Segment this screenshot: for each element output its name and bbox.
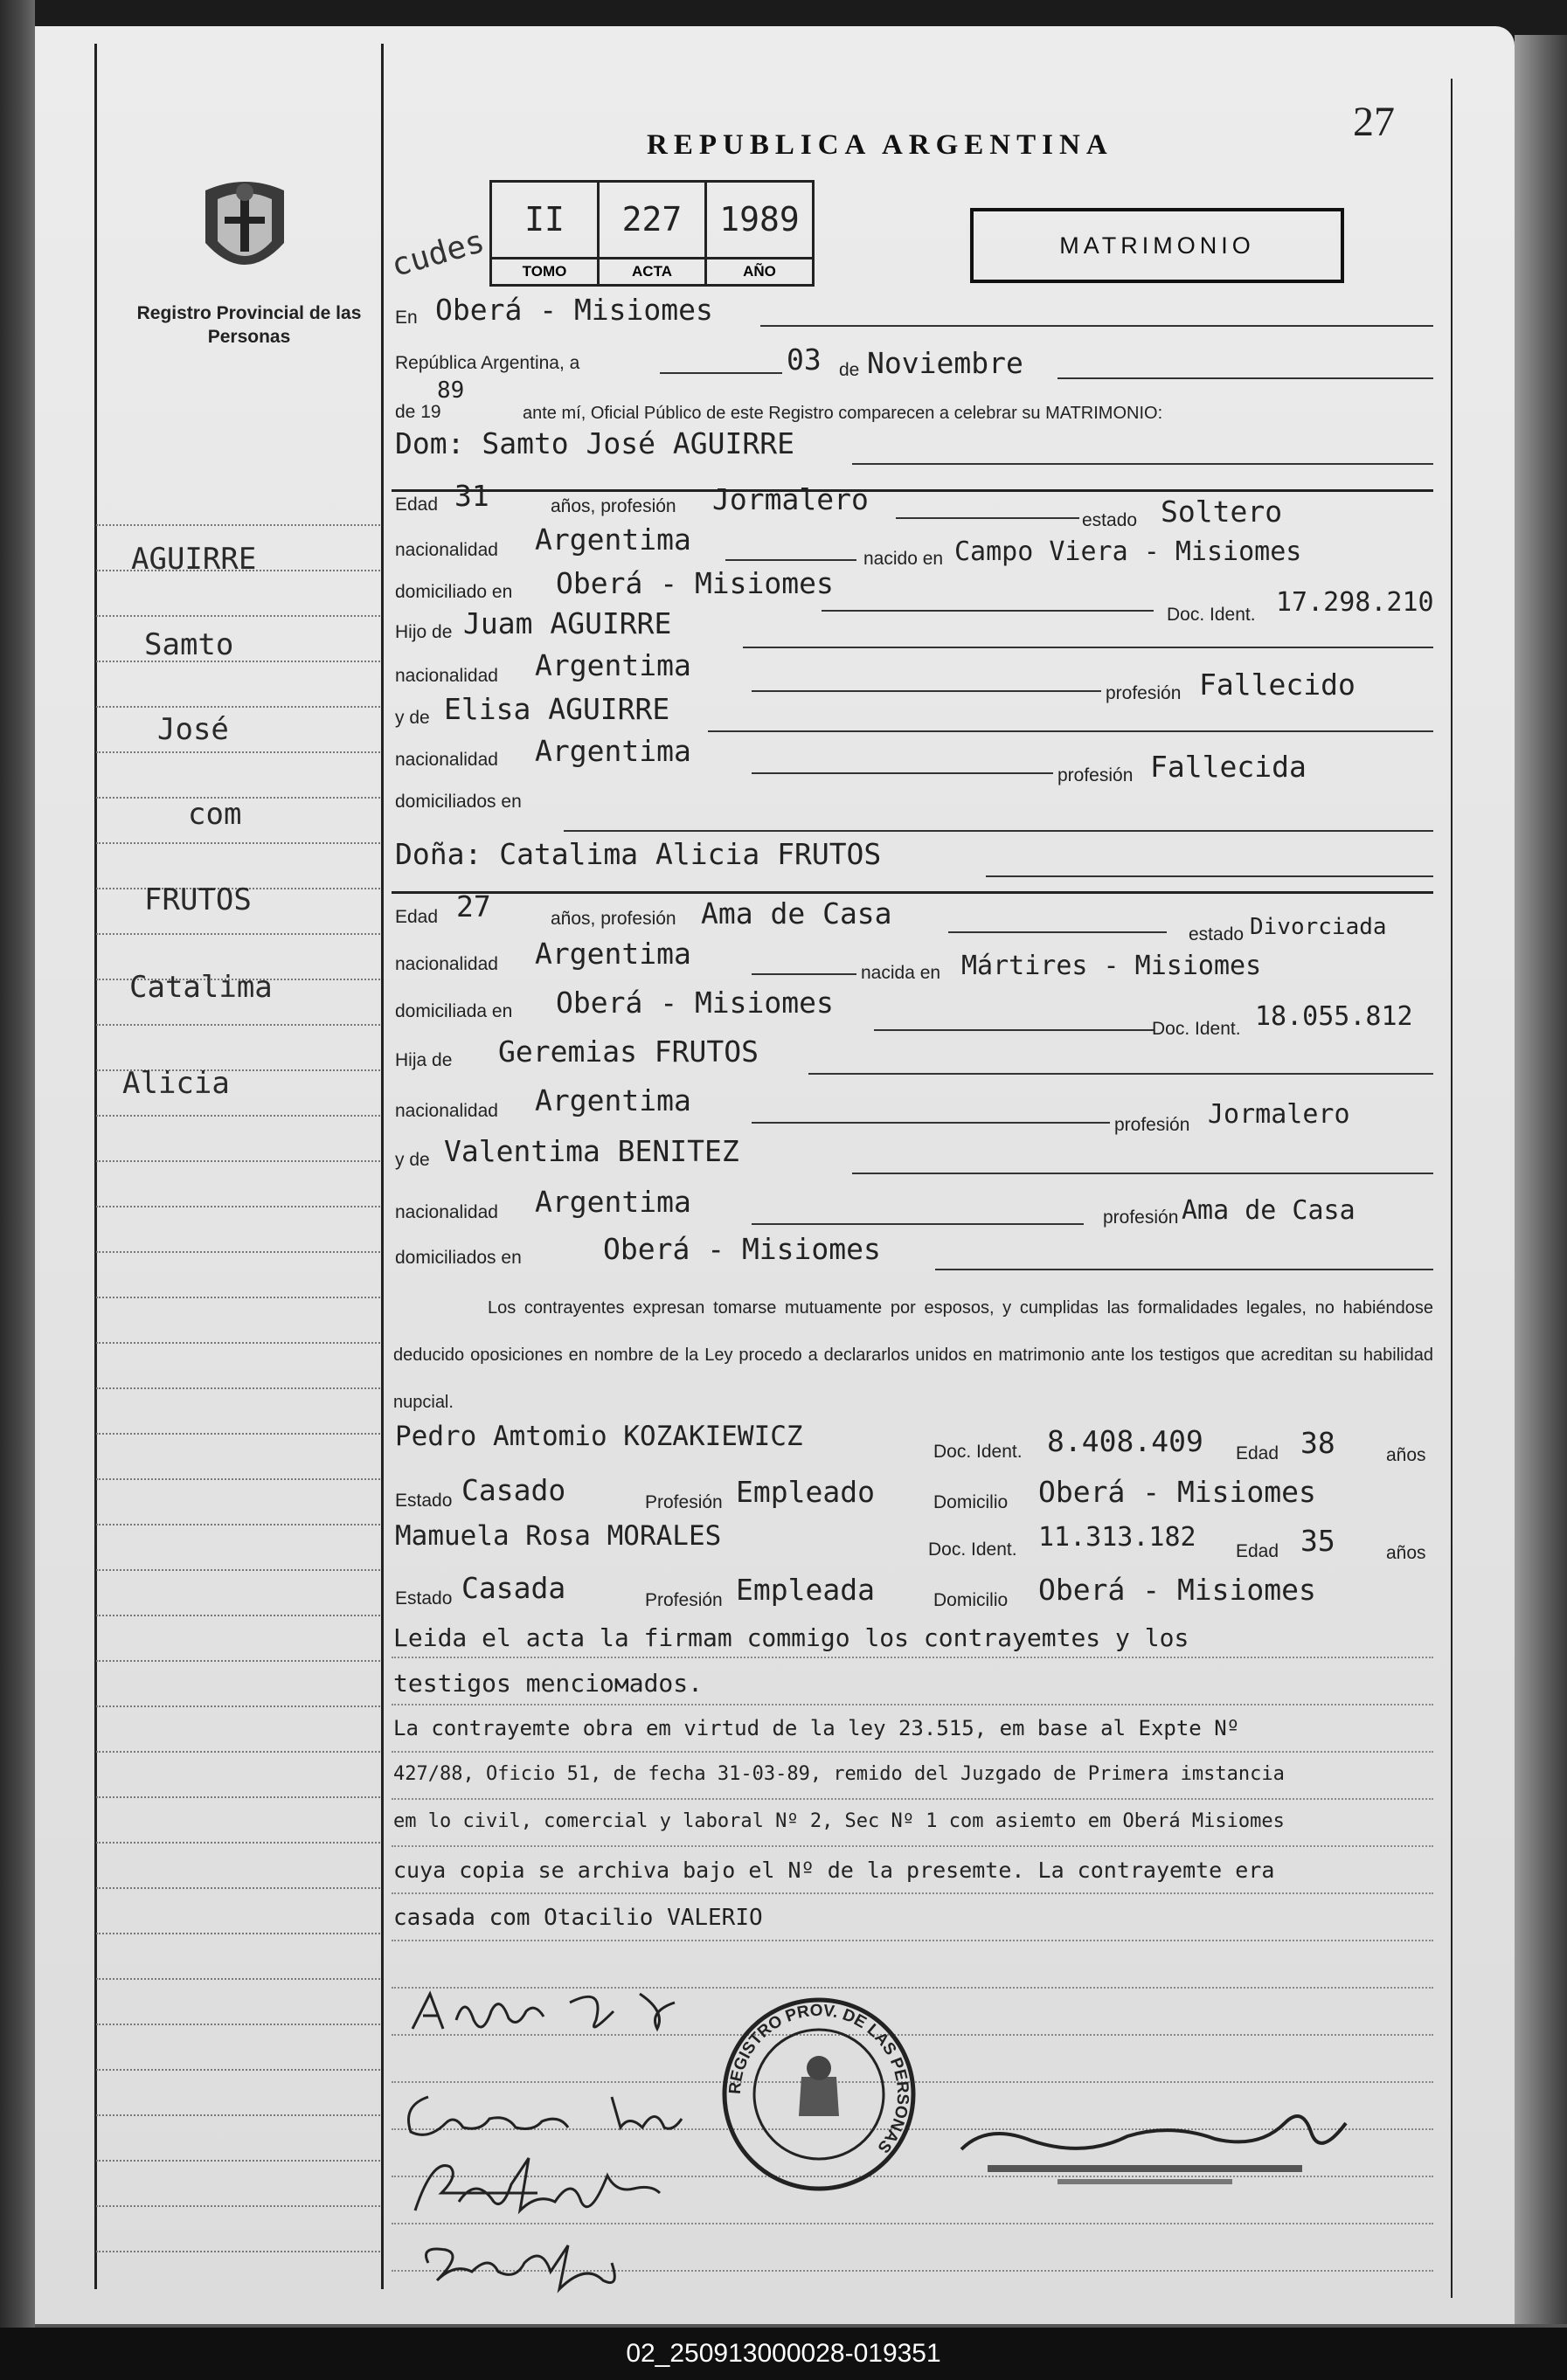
margin-dotted-line xyxy=(96,842,380,844)
tomo-value: II xyxy=(524,200,565,239)
writing-rule-line xyxy=(392,1798,1433,1800)
register-page xyxy=(35,26,1515,2326)
page-number: 27 xyxy=(1353,99,1395,145)
blank-line xyxy=(752,772,1053,774)
anios-profesion-label: años, profesión xyxy=(551,496,676,516)
margin-dotted-line xyxy=(96,524,380,526)
blank-line xyxy=(986,875,1433,877)
margin-name: Catalima xyxy=(129,970,273,1005)
day-value: 03 xyxy=(787,342,822,377)
margin-dotted-line xyxy=(96,661,380,662)
domiciliada-label: domiciliada en xyxy=(395,1001,513,1021)
margin-dotted-line xyxy=(96,2024,380,2025)
margin-dotted-line xyxy=(96,1751,380,1753)
blank-line xyxy=(808,1073,1433,1075)
edad-label: Edad xyxy=(1236,1443,1279,1463)
margin-dotted-line xyxy=(96,1887,380,1889)
margin-dotted-line xyxy=(96,1115,380,1117)
groom-father-profession: Fallecido xyxy=(1199,668,1356,702)
year-label: AÑO xyxy=(707,257,812,284)
margin-dotted-line xyxy=(96,1615,380,1616)
margin-dotted-line xyxy=(96,1569,380,1571)
witness-2-doc: 11.313.182 xyxy=(1038,1522,1196,1553)
margin-dotted-line xyxy=(96,2114,380,2116)
margin-dotted-line xyxy=(96,751,380,753)
estado-label: estado xyxy=(1189,924,1245,944)
anios-label: años xyxy=(1386,1543,1426,1563)
country-title: REPUBLICA ARGENTINA xyxy=(647,129,1113,161)
estado-label: Estado xyxy=(395,1588,453,1609)
bride-profession: Ama de Casa xyxy=(701,896,892,931)
margin-dotted-line xyxy=(96,2069,380,2071)
margin-dotted-line xyxy=(96,2251,380,2252)
bride-marital-status: Divorciada xyxy=(1250,914,1387,940)
margin-name: José xyxy=(157,712,229,747)
domicilio-label: Domicilio xyxy=(933,1590,1009,1610)
blank-line xyxy=(660,372,782,374)
edad-label: Edad xyxy=(395,495,439,515)
anios-profesion-label: años, profesión xyxy=(551,909,676,929)
de-label: de xyxy=(839,360,860,380)
page-edge xyxy=(1515,35,1567,2324)
republica-label: República Argentina, a xyxy=(395,353,580,373)
en-label: En xyxy=(395,308,418,328)
registry-label: Registro Provincial de las Personas xyxy=(136,303,362,347)
signature-witness-1 xyxy=(398,2141,712,2228)
nacionalidad-label: nacionalidad xyxy=(395,954,498,974)
estado-label: estado xyxy=(1082,510,1138,530)
year-value: 1989 xyxy=(719,200,800,239)
margin-dotted-line xyxy=(96,1387,380,1389)
witness-2-domicile: Oberá - Misiomes xyxy=(1038,1573,1316,1607)
writing-rule-line xyxy=(392,1845,1433,1847)
bride-mother-profession: Ama de Casa xyxy=(1182,1195,1356,1226)
note-line: cuya copia se archiva bajo el Nº de la presemte. La contrayemte era xyxy=(393,1858,1275,1883)
statement: ante mí, Oficial Público de este Registro comparecen a celebrar su MATRIMONIO: xyxy=(523,404,1163,423)
yde-label: y de xyxy=(395,708,430,728)
hijo-label: Hijo de xyxy=(395,622,453,642)
anios-label: años xyxy=(1386,1445,1426,1465)
nacida-label: nacida en xyxy=(861,963,941,983)
witness-2-age: 35 xyxy=(1300,1524,1335,1558)
witness-1-domicile: Oberá - Misiomes xyxy=(1038,1475,1316,1509)
witness-2-name: Mamuela Rosa MORALES xyxy=(395,1520,722,1552)
groom-father: Juam AGUIRRE xyxy=(463,606,672,640)
note-line: 427/88, Oficio 51, de fecha 31-03-89, remido del Juzgado de Primera imstancia xyxy=(393,1763,1285,1785)
record-type-box xyxy=(970,208,1344,283)
margin-name: com xyxy=(188,797,242,832)
groom-birthplace: Campo Viera - Misiomes xyxy=(954,536,1302,567)
writing-rule-line xyxy=(392,1751,1433,1753)
domiciliados-label: domiciliados en xyxy=(395,792,522,812)
official-seal xyxy=(718,1994,919,2195)
blank-line xyxy=(708,730,1433,732)
left-margin-rule xyxy=(94,44,97,2289)
margin-name: AGUIRRE xyxy=(131,542,257,577)
writing-rule-line xyxy=(392,1892,1433,1894)
domiciliado-label: domiciliado en xyxy=(395,582,513,602)
margin-name: Samto xyxy=(144,627,234,662)
blank-line xyxy=(760,325,1433,327)
seal-text: REGISTRO PROV. DE LAS PERSONAS xyxy=(725,2001,912,2156)
profesion-label: profesión xyxy=(1114,1115,1190,1135)
margin-dotted-line xyxy=(96,1524,380,1526)
witness-2-profession: Empleada xyxy=(736,1573,875,1607)
note-line: casada com Otacilio VALERIO xyxy=(393,1905,763,1931)
signature-bride xyxy=(393,2079,708,2149)
nacionalidad-label: nacionalidad xyxy=(395,1202,498,1222)
margin-dotted-line xyxy=(96,1978,380,1980)
nacionalidad-label: nacionalidad xyxy=(395,1101,498,1121)
registry-emblem-icon xyxy=(188,173,302,287)
profesion-label: Profesión xyxy=(645,1492,723,1512)
bride-father: Geremias FRUTOS xyxy=(498,1034,759,1069)
bride-nationality: Argentima xyxy=(535,937,691,971)
month-value: Noviembre xyxy=(867,346,1023,380)
writing-rule-line xyxy=(392,1940,1433,1941)
declaration-text: Los contrayentes expresan tomarse mutuamente por esposos, y cumplidas las formalidades legales, no habiéndose deducido oposiciones en nombre de la Ley procedo a declararlos unidos en matrimonio ante los testigos que acreditan su habilidad nupcial. xyxy=(393,1298,1433,1412)
groom-profession: Jormalero xyxy=(712,482,869,516)
margin-dotted-line xyxy=(96,933,380,935)
blank-line xyxy=(752,690,1101,692)
profesion-label: Profesión xyxy=(645,1590,723,1610)
witness-1-name: Pedro Amtomio KOZAKIEWICZ xyxy=(395,1421,803,1452)
edad-label: Edad xyxy=(1236,1541,1279,1561)
blank-line xyxy=(1057,377,1433,379)
year-cell xyxy=(707,183,812,284)
right-margin-rule xyxy=(1451,79,1453,2298)
bride-mother: Valentima BENITEZ xyxy=(444,1134,739,1168)
margin-dotted-line xyxy=(96,1478,380,1480)
place-value: Oberá - Misiomes xyxy=(435,293,713,327)
book-binding xyxy=(0,0,35,2380)
estado-label: Estado xyxy=(395,1491,453,1511)
note-line: testigos mencioмados. xyxy=(393,1669,704,1698)
section-separator xyxy=(392,489,1433,492)
domicilio-label: Domicilio xyxy=(933,1492,1009,1512)
year-suffix: 89 xyxy=(437,377,465,404)
acta-value: 227 xyxy=(621,200,683,239)
blank-line xyxy=(822,610,1154,612)
margin-name: Alicia xyxy=(122,1066,230,1101)
doc-label: Doc. Ident. xyxy=(1152,1019,1241,1039)
record-type: MATRIMONIO xyxy=(1059,232,1255,259)
nacido-label: nacido en xyxy=(863,549,944,569)
witness-1-status: Casado xyxy=(461,1473,566,1507)
blank-line xyxy=(743,647,1433,648)
blank-line xyxy=(874,1029,1154,1031)
groom-domicile: Oberá - Misiomes xyxy=(556,566,834,600)
bride-birthplace: Mártires - Misiomes xyxy=(961,951,1262,981)
bride-mother-nationality: Argentima xyxy=(535,1185,691,1219)
bride-doc-id: 18.055.812 xyxy=(1255,1001,1413,1032)
groom-mother-profession: Fallecida xyxy=(1150,750,1307,784)
note-line: La contrayemte obra em virtud de la ley 23.515, em base al Expte Nº xyxy=(393,1716,1240,1740)
witness-2-status: Casada xyxy=(461,1571,566,1605)
groom-nationality: Argentima xyxy=(535,522,691,557)
margin-dotted-line xyxy=(96,615,380,617)
tomo-cell xyxy=(492,183,600,284)
section-separator xyxy=(392,891,1433,894)
writing-rule-line xyxy=(392,1657,1433,1658)
blank-line xyxy=(852,1173,1433,1174)
doc-label: Doc. Ident. xyxy=(933,1442,1023,1462)
margin-dotted-line xyxy=(96,1342,380,1344)
margin-dotted-line xyxy=(96,2205,380,2207)
note-line: em lo civil, comercial y laboral Nº 2, Sec Nº 1 com asiemto em Oberá Misiomes xyxy=(393,1810,1285,1832)
witness-1-doc: 8.408.409 xyxy=(1047,1424,1203,1458)
bride-domicile: Oberá - Misiomes xyxy=(556,986,834,1020)
tomo-acta-year-box xyxy=(489,180,815,287)
margin-dotted-line xyxy=(96,1251,380,1253)
groom-mother-nationality: Argentima xyxy=(535,734,691,768)
margin-dotted-line xyxy=(96,1024,380,1026)
nacionalidad-label: nacionalidad xyxy=(395,750,498,770)
blank-line xyxy=(948,931,1167,933)
note-line: Leida el acta la firmam commigo los contrayemtes y los xyxy=(393,1623,1189,1652)
witness-1-profession: Empleado xyxy=(736,1475,875,1509)
groom-father-nationality: Argentima xyxy=(535,648,691,682)
domiciliados-label: domiciliados en xyxy=(395,1248,522,1268)
blank-line xyxy=(852,463,1433,465)
profesion-label: profesión xyxy=(1106,683,1182,703)
blank-line xyxy=(564,830,1433,832)
nacionalidad-label: nacionalidad xyxy=(395,666,498,686)
groom-name: Dom: Samto José AGUIRRE xyxy=(395,426,794,460)
margin-dotted-line xyxy=(96,1160,380,1162)
margin-dotted-line xyxy=(96,1933,380,1934)
writing-rule-line xyxy=(392,1704,1433,1705)
blank-line xyxy=(752,1122,1110,1124)
margin-dotted-line xyxy=(96,1297,380,1298)
margin-dotted-line xyxy=(96,1433,380,1435)
tomo-label: TOMO xyxy=(492,257,597,284)
groom-marital-status: Soltero xyxy=(1161,495,1283,529)
margin-dotted-line xyxy=(96,1705,380,1707)
signature-witness-2 xyxy=(411,2228,673,2298)
blank-line xyxy=(752,1223,1084,1225)
image-id-footer: 02_250913000028-019351 xyxy=(0,2328,1567,2380)
blank-line xyxy=(725,559,856,561)
doc-label: Doc. Ident. xyxy=(1167,605,1256,625)
edad-label: Edad xyxy=(395,907,439,927)
margin-dotted-line xyxy=(96,1660,380,1662)
margin-dotted-line xyxy=(96,1842,380,1844)
groom-doc-id: 17.298.210 xyxy=(1276,587,1434,618)
witness-1-age: 38 xyxy=(1300,1426,1335,1460)
codes-annotation: cudes xyxy=(387,223,489,285)
groom-mother: Elisa AGUIRRE xyxy=(444,692,670,726)
hija-label: Hija de xyxy=(395,1050,453,1070)
bride-age: 27 xyxy=(456,889,491,924)
profesion-label: profesión xyxy=(1057,765,1134,785)
margin-dotted-line xyxy=(96,706,380,708)
acta-label: ACTA xyxy=(600,257,704,284)
margin-name: FRUTOS xyxy=(144,882,252,917)
signature-officer xyxy=(953,2097,1363,2193)
nacionalidad-label: nacionalidad xyxy=(395,540,498,560)
year-label-text: de 19 xyxy=(395,402,441,422)
groom-age: 31 xyxy=(454,479,489,513)
margin-dotted-line xyxy=(96,1206,380,1207)
blank-line xyxy=(935,1269,1433,1270)
bride-parents-domicile: Oberá - Misiomes xyxy=(603,1232,881,1266)
bride-name: Doña: Catalima Alicia FRUTOS xyxy=(395,837,882,871)
blank-line xyxy=(896,517,1079,519)
acta-cell xyxy=(600,183,707,284)
profesion-label: profesión xyxy=(1103,1207,1179,1228)
doc-label: Doc. Ident. xyxy=(928,1539,1017,1560)
yde-label: y de xyxy=(395,1150,430,1170)
margin-dotted-line xyxy=(96,1796,380,1798)
bride-father-nationality: Argentima xyxy=(535,1083,691,1117)
column-rule xyxy=(381,44,384,2289)
margin-dotted-line xyxy=(96,2160,380,2162)
bride-father-profession: Jormalero xyxy=(1208,1099,1350,1130)
blank-line xyxy=(752,973,856,975)
signature-groom xyxy=(404,1976,718,2046)
